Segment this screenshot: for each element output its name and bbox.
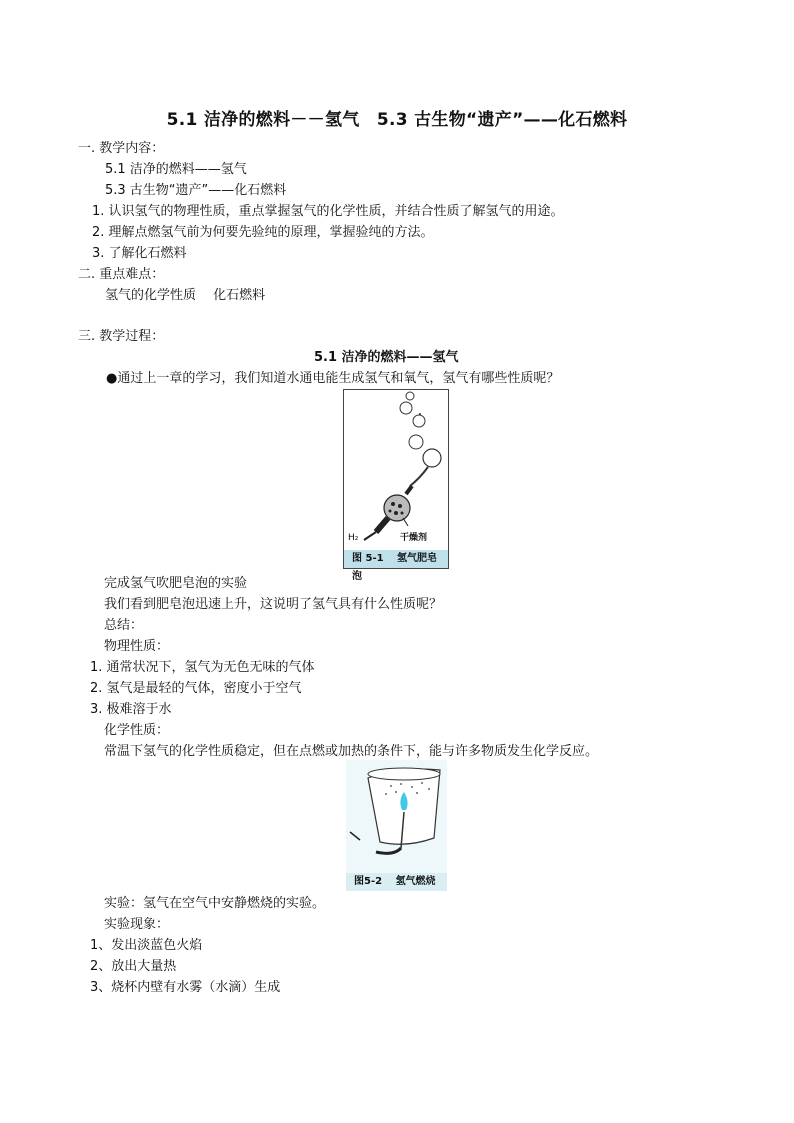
chemical-heading: 化学性质： bbox=[104, 723, 170, 738]
goal-1: 1. 认识氢气的物理性质，重点掌握氢气的化学性质，并结合性质了解氢气的用途。 bbox=[92, 204, 564, 219]
figure-soap-bubble bbox=[343, 389, 449, 582]
summary-label: 总结： bbox=[104, 618, 144, 633]
text-line-2: 我们看到肥皂泡迅速上升，这说明了氢气具有什么性质呢？ bbox=[104, 597, 443, 612]
phenomena-heading: 实验现象： bbox=[104, 917, 170, 932]
phenomenon-1: 1、发出淡蓝色火焰 bbox=[90, 938, 203, 953]
physical-property-2: 2. 氢气是最轻的气体，密度小于空气 bbox=[90, 681, 302, 696]
key-points: 氢气的化学性质 化石燃料 bbox=[105, 288, 266, 303]
section3-heading: 三. 教学过程： bbox=[78, 329, 165, 344]
figure1-title: 氢气肥皂泡 bbox=[352, 553, 438, 582]
lesson-subheading: 5.1 洁净的燃料——氢气 bbox=[314, 350, 459, 365]
figure1-number: 图 5-1 bbox=[352, 553, 384, 564]
intro-question: ●通过上一章的学习，我们知道水通电能生成氢气和氧气，氢气有哪些性质呢？ bbox=[106, 371, 560, 386]
hydrogen-burning-beaker-icon bbox=[346, 760, 447, 873]
goal-2: 2. 理解点燃氢气前为何要先验纯的原理，掌握验纯的方法。 bbox=[92, 225, 434, 240]
physical-property-1: 1. 通常状况下，氢气为无色无味的气体 bbox=[90, 660, 315, 675]
content-item-2: 5.3 古生物“遗产”——化石燃料 bbox=[105, 183, 287, 198]
label-h2: H₂ bbox=[348, 533, 359, 543]
physical-heading: 物理性质： bbox=[104, 639, 170, 654]
experiment-text: 实验：氢气在空气中安静燃烧的实验。 bbox=[104, 896, 326, 911]
figure2-caption bbox=[346, 873, 447, 891]
goal-3: 3. 了解化石燃料 bbox=[92, 246, 187, 261]
text-line-1: 完成氢气吹肥皂泡的实验 bbox=[104, 576, 248, 591]
figure-hydrogen-combustion bbox=[346, 760, 447, 891]
phenomenon-3: 3、烧杯内壁有水雾（水滴）生成 bbox=[90, 980, 281, 995]
content-item-1: 5.1 洁净的燃料——氢气 bbox=[105, 162, 247, 177]
label-drying-agent: 干燥剂 bbox=[400, 533, 428, 543]
figure1-caption bbox=[344, 550, 448, 582]
chemical-text: 常温下氢气的化学性质稳定，但在点燃或加热的条件下，能与许多物质发生化学反应。 bbox=[104, 744, 599, 759]
figure2-number: 图5-2 bbox=[354, 876, 383, 887]
document-title: 5.1 洁净的燃料－－氢气 5.3 古生物“遗产”——化石燃料 bbox=[166, 110, 628, 130]
physical-property-3: 3. 极难溶于水 bbox=[90, 702, 172, 717]
phenomenon-2: 2、放出大量热 bbox=[90, 959, 177, 974]
figure2-title: 氢气燃烧 bbox=[395, 876, 436, 887]
soap-bubble-apparatus-icon bbox=[344, 390, 448, 550]
section1-heading: 一. 教学内容： bbox=[78, 141, 165, 156]
section2-heading: 二. 重点难点： bbox=[78, 267, 165, 282]
